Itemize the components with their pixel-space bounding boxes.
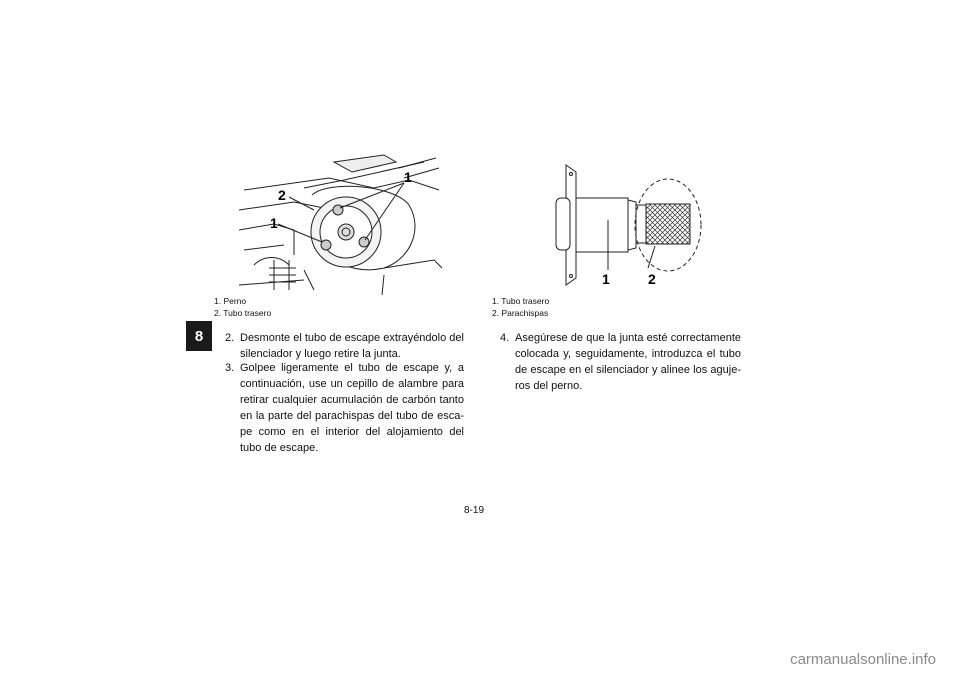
figure1-captions <box>214 295 271 319</box>
callout-2: 2 <box>648 271 656 287</box>
step-4 <box>500 330 741 394</box>
step-2 <box>225 330 464 362</box>
step-text: Desmonte el tubo de escape extrayéndolo del silenciador y luego retire la junta. <box>240 332 464 360</box>
caption-parachispas: 2. Parachispas <box>492 308 549 318</box>
step-3 <box>225 360 464 456</box>
callout-1-top: 1 <box>404 169 412 185</box>
callout-2: 2 <box>278 187 286 203</box>
figure2-captions <box>492 295 549 319</box>
tailpipe-spark-arrester-illustration <box>540 160 705 290</box>
watermark: carmanualsonline.info <box>790 651 936 668</box>
caption-tubo-trasero: 2. Tubo trasero <box>214 308 272 318</box>
step-number: 3. <box>225 362 235 374</box>
callout-1: 1 <box>602 271 610 287</box>
chapter-tab: 8 <box>186 321 212 351</box>
step-number: 2. <box>225 332 235 344</box>
muffler-bolt-illustration <box>234 150 444 300</box>
step-number: 4. <box>500 332 510 344</box>
caption-tubo-trasero: 1. Tubo trasero <box>492 296 550 306</box>
step-text: Golpee ligeramente el tubo de escape y, a continuación, use un cepillo de alambre para retirar cualquier acumulación de carbón tanto en la parte del parachispas del tubo de esca-pe como en el interior del alojamiento del tubo de escape. <box>240 362 464 454</box>
page-number: 8-19 <box>464 505 485 516</box>
step-text: Asegúrese de que la junta esté correctamente colocada y, seguidamente, introduzca el tubo de escape en el silenciador y alinee los aguje-ros del perno. <box>515 332 741 392</box>
callout-1-left: 1 <box>270 215 278 231</box>
caption-perno: 1. Perno <box>214 296 247 306</box>
